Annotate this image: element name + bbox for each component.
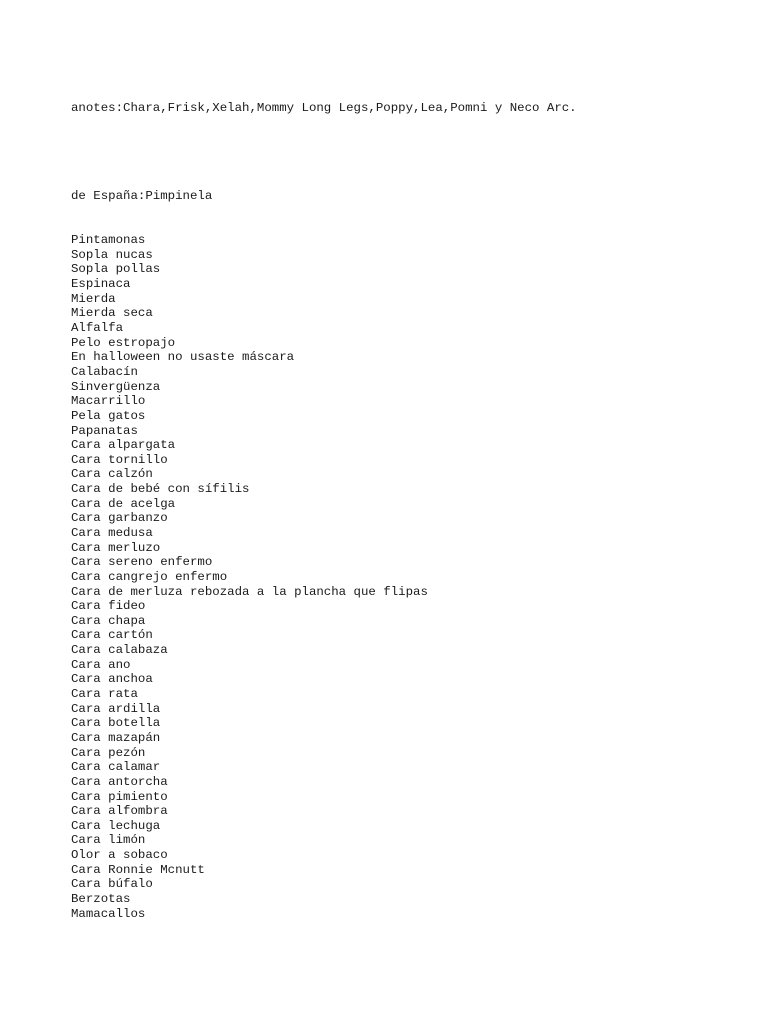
list-heading: de España:Pimpinela	[71, 189, 213, 204]
list-item: Berzotas	[71, 892, 131, 906]
list-item: Cara rata	[71, 687, 138, 702]
list-item: Cara anchoa	[71, 672, 153, 687]
list-item: Cara de acelga	[71, 496, 176, 511]
list-item: Cara ardilla	[71, 701, 161, 716]
list-item: Olor a sobaco	[71, 848, 168, 863]
list-item: Cara ano	[71, 657, 131, 672]
list-item: Cara fideo	[71, 599, 146, 614]
list-item: Alfalfa	[71, 321, 124, 336]
list-item: Cara alpargata	[71, 438, 176, 453]
list-item: Sopla pollas	[71, 262, 161, 277]
list-item: Cara cartón	[71, 628, 153, 643]
list-item: Cara antorcha	[71, 774, 168, 789]
intro-line: anotes:Chara,Frisk,Xelah,Mommy Long Legs,Poppy,Lea,Pomni y Neco Arc.	[71, 101, 577, 116]
list-item: Cara botella	[71, 716, 161, 731]
list-item: En halloween no usaste máscara	[71, 350, 295, 365]
list-item: Mierda	[71, 291, 116, 306]
insult-list	[71, 233, 577, 921]
list-item: Papanatas	[71, 423, 138, 438]
list-item: Cara calzón	[71, 467, 153, 482]
list-item: Pela gatos	[71, 408, 146, 423]
list-item: Cara sereno enfermo	[71, 555, 213, 570]
list-item: Cara búfalo	[71, 877, 153, 892]
list-item: Sinvergüenza	[71, 379, 161, 394]
list-item: Cara limón	[71, 833, 146, 848]
list-item: Macarrillo	[71, 394, 146, 409]
list-item: Cara Ronnie Mcnutt	[71, 862, 205, 877]
list-item: Cara lechuga	[71, 818, 161, 833]
list-item: Cara merluzo	[71, 540, 161, 555]
list-item: Mamacallos	[71, 906, 146, 921]
list-item: Cara de bebé con sífilis	[71, 482, 250, 497]
list-item: Espinaca	[71, 277, 131, 292]
list-item: Sopla nucas	[71, 247, 153, 262]
list-item: Pintamonas	[71, 233, 146, 248]
blank-line	[71, 145, 577, 160]
list-item: Cara pezón	[71, 745, 146, 760]
list-item: Cara pimiento	[71, 789, 168, 804]
list-item: Cara cangrejo enfermo	[71, 569, 228, 584]
list-item: Mierda seca	[71, 306, 153, 321]
document-text	[71, 72, 577, 951]
list-item: Cara chapa	[71, 613, 146, 628]
list-item: Pelo estropajo	[71, 335, 176, 350]
list-item: Calabacín	[71, 364, 138, 379]
list-item: Cara medusa	[71, 525, 153, 540]
list-item: Cara tornillo	[71, 452, 168, 467]
list-item: Cara garbanzo	[71, 511, 168, 526]
list-item: Cara de merluza rebozada a la plancha que flipas	[71, 584, 428, 599]
list-item: Cara mazapán	[71, 730, 161, 745]
list-item: Cara alfombra	[71, 804, 168, 819]
list-item: Cara calamar	[71, 760, 161, 775]
list-item: Cara calabaza	[71, 643, 168, 658]
